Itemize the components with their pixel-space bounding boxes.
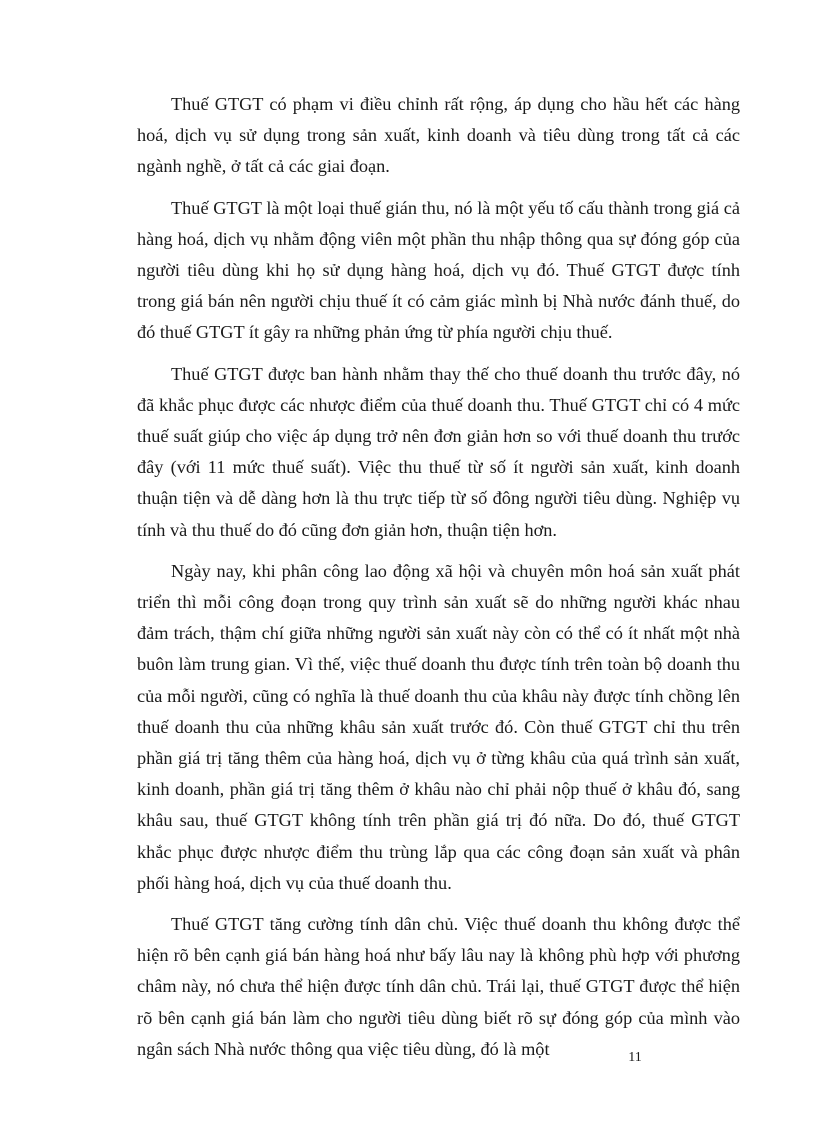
paragraph-4: Ngày nay, khi phân công lao động xã hội và chuyên môn hoá sản xuất phát triển thì mỗi công đoạn trong quy trình sản xuất sẽ do những người khác nhau đảm trách, thậm chí giữa những người sản xuất này còn có thể có ít nhất một nhà buôn làm trung gian. Vì thế, việc thuế doanh thu được tính trên toàn bộ doanh thu của mỗi người, cũng có nghĩa là thuế doanh thu của khâu này được tính chồng lên thuế doanh thu của những khâu sản xuất trước đó. Còn thuế GTGT chỉ thu trên phần giá trị tăng thêm của hàng hoá, dịch vụ ở từng khâu của quá trình sản xuất, kinh doanh, phần giá trị tăng thêm ở khâu nào chỉ phải nộp thuế ở khâu đó, sang khâu sau, thuế GTGT không tính trên phần giá trị đó nữa. Do đó, thuế GTGT khắc phục được nhược điểm thu trùng lắp qua các công đoạn sản xuất và phân phối hàng hoá, dịch vụ của thuế doanh thu.: [137, 560, 740, 893]
paragraph-5: Thuế GTGT tăng cường tính dân chủ. Việc thuế doanh thu không được thể hiện rõ bên cạnh giá bán hàng hoá như bấy lâu nay là không phù hợp với phương châm này, nó chưa thể hiện được tính dân chủ. Trái lại, thuế GTGT được thể hiện rõ bên cạnh giá bán làm cho người tiêu dùng biết rõ sự đóng góp của mình vào ngân sách Nhà nước thông qua việc tiêu dùng, đó là một: [137, 914, 740, 1059]
paragraph-3: Thuế GTGT được ban hành nhằm thay thế cho thuế doanh thu trước đây, nó đã khắc phục được các nhược điểm của thuế doanh thu. Thuế GTGT chỉ có 4 mức thuế suất giúp cho việc áp dụng trở nên đơn giản hơn so với thuế doanh thu trước đây (với 11 mức thuế suất). Việc thu thuế từ số ít người sản xuất, kinh doanh thuận tiện và dễ dàng hơn là thu trực tiếp từ số đông người tiêu dùng. Nghiệp vụ tính và thu thuế do đó cũng đơn giản hơn, thuận tiện hơn.: [137, 363, 740, 540]
paragraph-2: Thuế GTGT là một loại thuế gián thu, nó là một yếu tố cấu thành trong giá cả hàng hoá, dịch vụ nhằm động viên một phần thu nhập thông qua sự đóng góp của người tiêu dùng khi họ sử dụng hàng hoá, dịch vụ đó. Thuế GTGT được tính trong giá bán nên người chịu thuế ít có cảm giác mình bị Nhà nước đánh thuế, do đó thuế GTGT ít gây ra những phản ứng từ phía người chịu thuế.: [137, 197, 740, 343]
document-body: [137, 89, 740, 1075]
paragraph-1: Thuế GTGT có phạm vi điều chỉnh rất rộng, áp dụng cho hầu hết các hàng hoá, dịch vụ sử dụng trong sản xuất, kinh doanh và tiêu dùng trong tất cả các ngành nghề, ở tất cả các giai đoạn.: [137, 94, 740, 177]
page-number: 11: [628, 1050, 642, 1065]
